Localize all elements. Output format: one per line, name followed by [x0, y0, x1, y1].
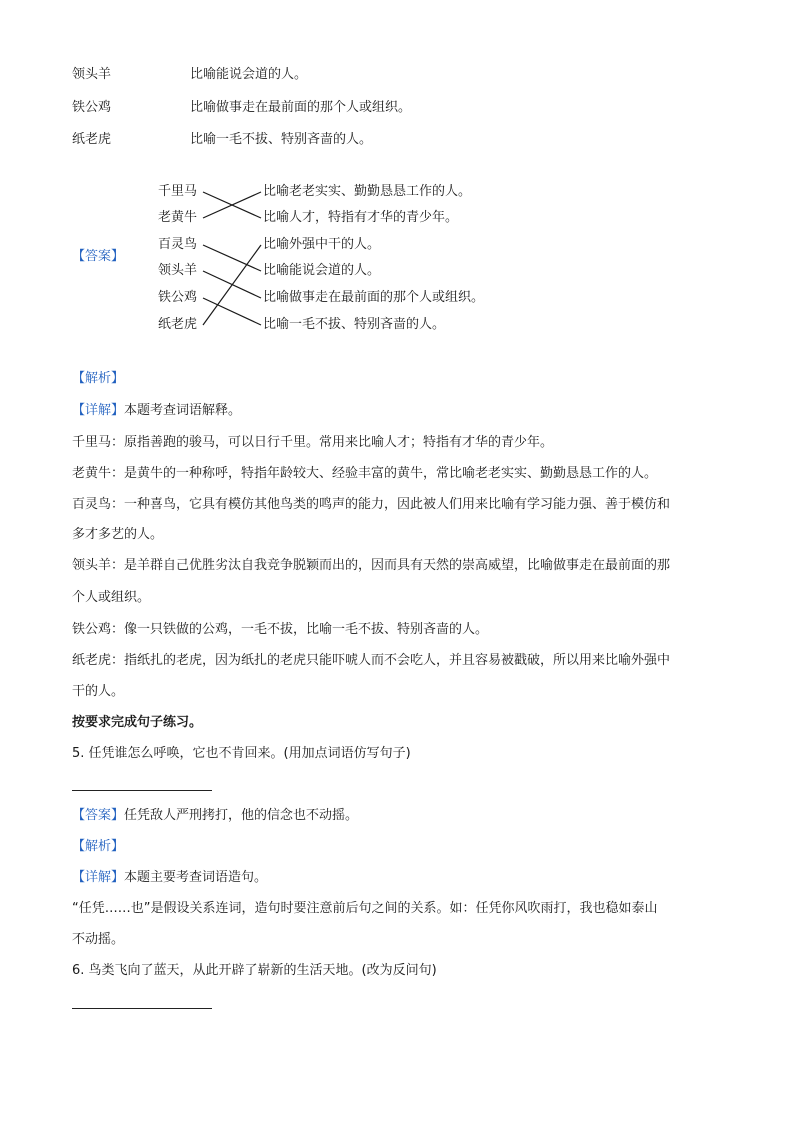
explanation-line-7: 铁公鸡：像一只铁做的公鸡，一毛不拔，比喻一毛不拔、特别吝啬的人。 [72, 622, 489, 637]
match-meaning-5: 比喻做事走在最前面的那个人或组织。 [263, 290, 485, 305]
top-meaning-3: 比喻一毛不拔、特别吝啬的人。 [190, 132, 373, 147]
top-meaning-1: 比喻能说会道的人。 [190, 67, 308, 82]
detail-intro: 本题考查词语解释。 [124, 403, 242, 418]
match-meaning-6: 比喻一毛不拔、特别吝啬的人。 [263, 317, 446, 332]
q5-note-line-1: “任凭……也”是假设关系连词，造句时要注意前后句之间的关系。如：任凭你风吹雨打，我也稳如泰山 [72, 901, 658, 916]
explanation-line-2: 老黄牛：是黄牛的一种称呼，特指年龄较大、经验丰富的黄牛，常比喻老老实实、勤勤恳恳工作的人。 [72, 466, 658, 481]
match-line-6 [203, 245, 261, 325]
explanation-line-8: 纸老虎：指纸扎的老虎，因为纸扎的老虎只能吓唬人而不会吃人，并且容易被戳破，所以用来比喻外强中 [72, 653, 671, 668]
top-term-2: 铁公鸡 [72, 100, 112, 115]
match-term-2: 老黄牛 [158, 210, 198, 225]
detail-line [72, 402, 241, 420]
top-term-1: 领头羊 [72, 67, 112, 82]
detail-tag: 【详解】 [72, 403, 125, 418]
explanation-line-3: 百灵鸟：一种喜鸟，它具有模仿其他鸟类的鸣声的能力，因此被人们用来比喻有学习能力强、善于模仿和 [72, 497, 671, 512]
analysis-tag: 【解析】 [72, 371, 125, 386]
match-term-5: 铁公鸡 [158, 290, 198, 305]
match-meaning-4: 比喻能说会道的人。 [263, 263, 381, 278]
q5-analysis-tag: 【解析】 [72, 839, 125, 854]
match-term-3: 百灵鸟 [158, 237, 198, 252]
match-term-1: 千里马 [158, 184, 198, 199]
match-meaning-2: 比喻人才，特指有才华的青少年。 [263, 210, 459, 225]
top-meaning-2: 比喻做事走在最前面的那个人或组织。 [190, 100, 412, 115]
q6-answer-blank [72, 1008, 212, 1009]
q5-answer-blank [72, 790, 212, 791]
explanation-line-1: 千里马：原指善跑的骏马，可以日行千里。常用来比喻人才；特指有才华的青少年。 [72, 435, 554, 450]
q5-detail-tag: 【详解】 [72, 870, 125, 885]
q5-note-line-2: 不动摇。 [72, 932, 125, 947]
q5-question: 5. 任凭谁怎么呼唤，它也不肯回来。(用加点词语仿写句子) [72, 746, 411, 761]
q5-answer-tag: 【答案】 [72, 808, 125, 823]
q6-question: 6. 鸟类飞向了蓝天，从此开辟了崭新的生活天地。(改为反问句) [72, 963, 437, 978]
explanation-line-4: 多才多艺的人。 [72, 527, 164, 542]
match-line-5 [203, 298, 261, 325]
q5-answer-line [72, 807, 358, 825]
answer-tag: 【答案】 [72, 249, 125, 264]
match-term-6: 纸老虎 [158, 317, 198, 332]
q5-detail-line [72, 869, 267, 887]
match-meaning-1: 比喻老老实实、勤勤恳恳工作的人。 [263, 184, 472, 199]
explanation-line-5: 领头羊：是羊群自己优胜劣汰自我竞争脱颖而出的，因而具有天然的崇高威望，比喻做事走在最前面的那 [72, 558, 671, 573]
explanation-line-9: 干的人。 [72, 684, 125, 699]
top-term-3: 纸老虎 [72, 132, 112, 147]
match-term-4: 领头羊 [158, 263, 198, 278]
match-meaning-3: 比喻外强中干的人。 [263, 237, 381, 252]
q5-answer: 任凭敌人严刑拷打，他的信念也不动摇。 [124, 808, 359, 823]
section-heading: 按要求完成句子练习。 [72, 715, 203, 730]
explanation-line-6: 个人或组织。 [72, 590, 151, 605]
q5-detail: 本题主要考查词语造句。 [124, 870, 268, 885]
